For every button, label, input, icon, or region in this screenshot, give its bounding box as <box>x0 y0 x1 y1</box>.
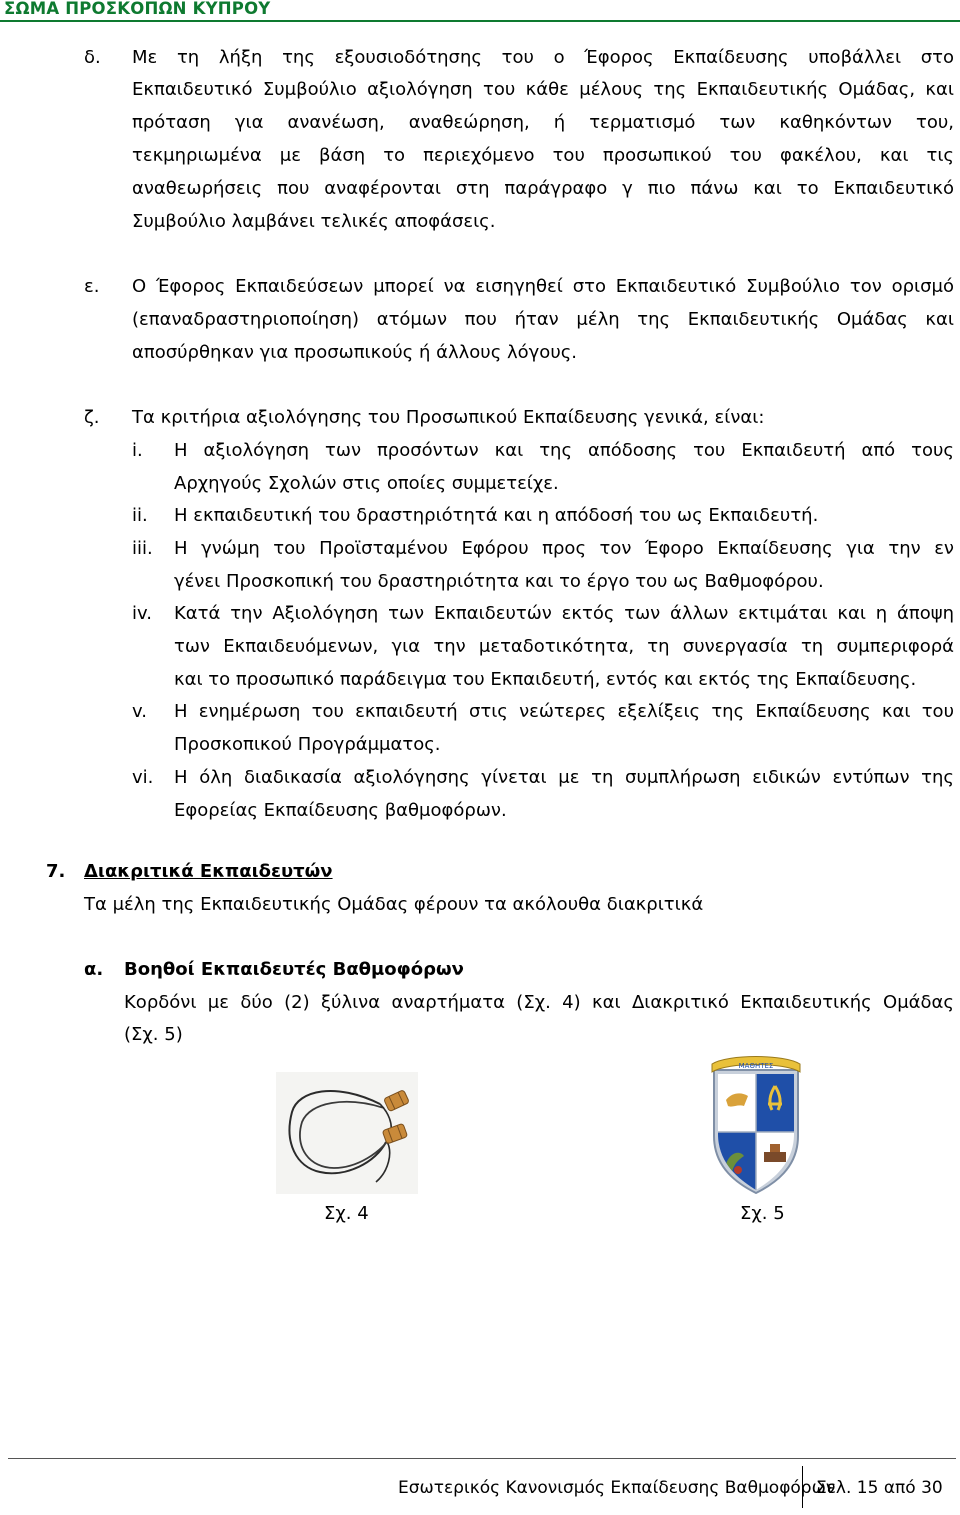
footer-document-title: Εσωτερικός Κανονισμός Εκπαίδευσης Βαθμοφόρων <box>398 1478 836 1498</box>
para-e-line-1: Ο Έφορος Εκπαιδεύσεων μπορεί να εισηγηθεί στο Εκπαιδευτικό Συμβούλιο τον ορισμό <box>132 276 954 297</box>
para-e-line-3: αποσύρθηκαν για προσωπικούς ή άλλους λόγους. <box>132 342 578 363</box>
criteria-num-iv: iv. <box>132 603 152 624</box>
criteria-iv-line-1: Κατά την Αξιολόγηση των Εκπαιδευτών εκτός των άλλων εκτιμάται και η άποψη <box>174 603 954 624</box>
section-7-number: 7. <box>46 861 66 882</box>
para-e-line-2: (επαναδραστηριοποίηση) ατόμων που ήταν μέλη της Εκπαιδευτικής Ομάδας και <box>132 309 954 330</box>
figure-5-badge-image <box>708 1052 804 1194</box>
criteria-v-line-1: Η ενημέρωση του εκπαιδευτή στις νεώτερες εξελίξεις της Εκπαίδευσης και του <box>174 701 954 722</box>
section-7a-marker: α. <box>84 959 104 980</box>
footer-page-number: Σελ. 15 από 30 <box>816 1478 943 1498</box>
criteria-iv-line-2: των Εκπαιδευόμενων, για την μεταδοτικότητα, τη συνεργασία τη συμπεριφορά <box>174 636 954 657</box>
section-7a-title: Βοηθοί Εκπαιδευτές Βαθμοφόρων <box>124 959 464 980</box>
para-d-line-3: πρόταση για ανανέωση, αναθεώρηση, ή τερματισμό των καθηκόντων του, <box>132 112 954 133</box>
para-d-marker: δ. <box>84 47 101 68</box>
para-d-line-5: αναθεωρήσεις που αναφέρονται στη παράγραφο γ πιο πάνω και το Εκπαιδευτικό <box>132 178 954 199</box>
criteria-v-line-2: Προσκοπικού Προγράμματος. <box>174 734 441 755</box>
para-d-line-1: Με τη λήξη της εξουσιοδότησης του ο Έφορος Εκπαίδευσης υποβάλλει στο <box>132 47 954 68</box>
para-e-marker: ε. <box>84 276 100 297</box>
criteria-num-i: i. <box>132 440 143 461</box>
header-divider <box>0 20 960 22</box>
para-d-line-6: Συμβούλιο λαμβάνει τελικές αποφάσεις. <box>132 211 496 232</box>
section-7a-line-2: (Σχ. 5) <box>124 1024 183 1045</box>
para-d-line-2: Εκπαιδευτικό Συμβούλιο αξιολόγηση του κάθε μέλους της Εκπαιδευτικής Ομάδας, και <box>132 79 954 100</box>
figure-4-caption: Σχ. 4 <box>324 1203 369 1224</box>
para-d-line-4: τεκμηριωμένα με βάση το περιεχόμενο του προσωπικού του φακέλου, και τις <box>132 145 954 166</box>
footer-divider <box>8 1458 956 1459</box>
criteria-num-vi: vi. <box>132 767 154 788</box>
criteria-num-iii: iii. <box>132 538 153 559</box>
criteria-i-line-2: Αρχηγούς Σχολών στις οποίες συμμετείχε. <box>174 473 559 494</box>
footer-separator <box>802 1466 803 1508</box>
section-7a-line-1: Κορδόνι με δύο (2) ξύλινα αναρτήματα (Σχ. 4) και Διακριτικό Εκπαιδευτικής Ομάδας <box>124 992 954 1013</box>
badge-scroll-text: ΜΑΘΗΤΕΣ <box>738 1062 774 1070</box>
criteria-iv-line-3: και το προσωπικό παράδειγμα του Εκπαιδευτή, εντός και εκτός της Εκπαίδευσης. <box>174 669 917 690</box>
page-header-title: ΣΩΜΑ ΠΡΟΣΚΟΠΩΝ ΚΥΠΡΟΥ <box>4 0 271 18</box>
section-7-title: Διακριτικά Εκπαιδευτών <box>84 861 333 882</box>
criteria-vi-line-2: Εφορείας Εκπαίδευσης βαθμοφόρων. <box>174 800 507 821</box>
criteria-iii-line-2: γένει Προσκοπική του δραστηριότητα και το έργο του ως Βαθμοφόρου. <box>174 571 824 592</box>
section-7-intro: Τα μέλη της Εκπαιδευτικής Ομάδας φέρουν τα ακόλουθα διακριτικά <box>84 894 704 915</box>
criteria-i-line-1: Η αξιολόγηση των προσόντων και της απόδοσης του Εκπαιδευτή από τους <box>174 440 954 461</box>
figure-5-caption: Σχ. 5 <box>740 1203 785 1224</box>
criteria-iii-line-1: Η γνώμη του Προϊσταμένου Εφόρου προς τον Έφορο Εκπαίδευσης για την εν <box>174 538 954 559</box>
criteria-vi-line-1: Η όλη διαδικασία αξιολόγησης γίνεται με τη συμπλήρωση ειδικών εντύπων της <box>174 767 954 788</box>
criteria-ii-line-1: Η εκπαιδευτική του δραστηριότητά και η απόδοσή του ως Εκπαιδευτή. <box>174 505 819 526</box>
figure-4-cord-image <box>276 1072 418 1194</box>
criteria-num-ii: ii. <box>132 505 148 526</box>
para-z-marker: ζ. <box>84 407 100 428</box>
para-z-intro: Τα κριτήρια αξιολόγησης του Προσωπικού Εκπαίδευσης γενικά, είναι: <box>132 407 765 428</box>
criteria-num-v: v. <box>132 701 147 722</box>
